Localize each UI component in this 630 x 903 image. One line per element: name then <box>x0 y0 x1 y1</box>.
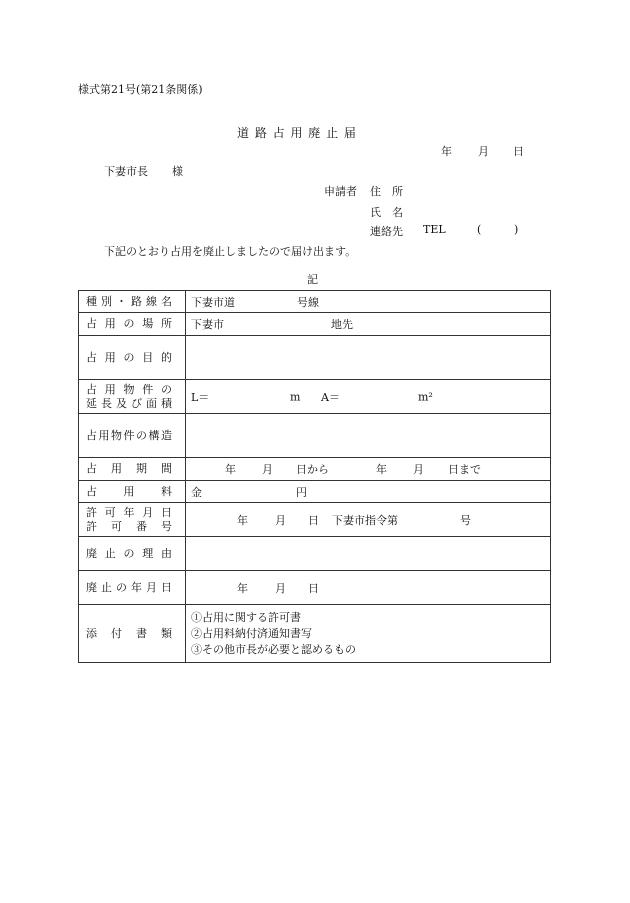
tel-open-paren: ( <box>477 223 482 236</box>
row-route <box>79 291 551 313</box>
length-label: L＝ <box>191 390 210 404</box>
value-attachments <box>186 605 551 663</box>
period-to-year: 年 <box>376 463 387 476</box>
abolition-day: 日 <box>308 581 319 595</box>
value-structure[interactable] <box>186 414 551 458</box>
label-permit: 許可年月日 許可番号 <box>79 503 186 537</box>
value-permit[interactable] <box>186 503 551 537</box>
value-purpose[interactable] <box>186 336 551 380</box>
attachment-item: ②占用料納付済通知書写 <box>191 626 312 640</box>
period-from-month: 月 <box>262 463 273 476</box>
abolition-month: 月 <box>275 581 286 595</box>
label-fee: 占用料 <box>79 481 186 503</box>
attachment-item: ③その他市長が必要と認めるもの <box>191 642 356 656</box>
area-unit: m² <box>418 390 433 403</box>
label-location: 占用の場所 <box>79 313 186 336</box>
label-extent: 占用物件の 延長及び面積 <box>79 380 186 414</box>
row-fee <box>79 481 551 503</box>
contact-label: 連絡先 <box>370 225 403 238</box>
period-to-day: 日まで <box>448 463 481 476</box>
applicant-label: 申請者 <box>324 185 357 198</box>
address-label: 住 所 <box>370 185 403 198</box>
date-day: 日 <box>513 145 524 158</box>
attachment-item: ①占用に関する許可書 <box>191 610 301 624</box>
tel-close-paren: ) <box>514 223 519 236</box>
row-reason <box>79 537 551 571</box>
name-label: 氏 名 <box>370 206 403 219</box>
form-table <box>78 290 551 663</box>
period-from-year: 年 <box>225 463 236 476</box>
statement: 下記のとおり占用を廃止しましたので届け出ます。 <box>104 245 357 258</box>
value-abolition-date[interactable] <box>186 571 551 605</box>
route-number-suffix: 号線 <box>297 295 319 309</box>
document-title: 道 路 占 用 廃 止 届 <box>237 126 357 140</box>
value-location[interactable] <box>186 313 551 336</box>
ki-label: 記 <box>307 273 318 286</box>
label-period: 占用期間 <box>79 458 186 481</box>
fee-yen: 円 <box>296 485 307 499</box>
row-purpose <box>79 336 551 380</box>
value-period[interactable] <box>186 458 551 481</box>
row-location <box>79 313 551 336</box>
location-suffix: 地先 <box>331 318 353 331</box>
location-city: 下妻市 <box>191 318 224 331</box>
row-period <box>79 458 551 481</box>
permit-directive-prefix: 下妻市指令第 <box>332 513 398 527</box>
abolition-year: 年 <box>237 581 248 595</box>
row-extent <box>79 380 551 414</box>
route-city-road: 下妻市道 <box>191 295 235 309</box>
value-fee[interactable] <box>186 481 551 503</box>
fee-prefix: 金 <box>191 485 202 499</box>
value-route[interactable] <box>186 291 551 313</box>
permit-day: 日 <box>308 513 319 527</box>
label-structure: 占用物件の構造 <box>79 414 186 458</box>
value-extent[interactable] <box>186 380 551 414</box>
label-abolition-date: 廃止の年月日 <box>79 571 186 605</box>
area-label: A＝ <box>321 390 340 404</box>
form-number: 様式第21号(第21条関係) <box>78 83 203 96</box>
date-year: 年 <box>441 145 452 158</box>
addressee: 下妻市長 <box>104 165 148 178</box>
label-reason: 廃止の理由 <box>79 537 186 571</box>
label-attachments: 添付書類 <box>79 605 186 663</box>
permit-number-suffix: 号 <box>460 513 471 527</box>
honorific: 様 <box>172 165 183 178</box>
row-attachments <box>79 605 551 663</box>
value-reason[interactable] <box>186 537 551 571</box>
length-unit: m <box>290 390 301 403</box>
row-permit <box>79 503 551 537</box>
permit-month: 月 <box>275 513 286 527</box>
label-purpose: 占用の目的 <box>79 336 186 380</box>
period-to-month: 月 <box>413 463 424 476</box>
label-route: 種別・路線名 <box>79 291 186 313</box>
tel-label: TEL <box>423 223 446 236</box>
date-month: 月 <box>478 145 489 158</box>
row-abolition-date <box>79 571 551 605</box>
row-structure <box>79 414 551 458</box>
period-from-day: 日から <box>296 463 329 476</box>
permit-year: 年 <box>237 513 248 527</box>
